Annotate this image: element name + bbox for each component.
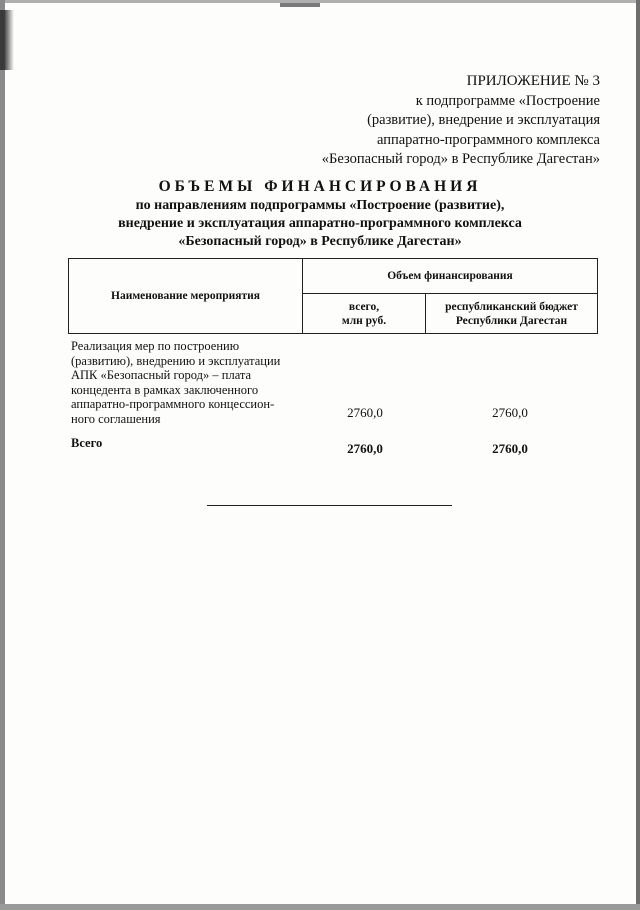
closing-rule: [207, 505, 452, 506]
scan-shadow-mark-top: [280, 3, 320, 7]
row-name-line: (развитию), внедрению и эксплуатации: [71, 353, 281, 368]
scan-edge-bottom: [0, 904, 640, 910]
appendix-line: «Безопасный город» в Республике Дагестан»: [321, 151, 600, 167]
scan-edge-top: [0, 0, 640, 3]
appendix-line: (развитие), внедрение и эксплуатация: [367, 112, 600, 128]
table-border: [597, 258, 598, 334]
column-header-name-text: Наименование мероприятия: [111, 289, 260, 302]
row-name-line: АПК «Безопасный город» – плата: [71, 368, 252, 383]
column-header-budget: [426, 294, 597, 333]
row-name-line: Реализация мер по построению: [71, 339, 240, 353]
appendix-line: к подпрограмме «Построение: [415, 92, 600, 109]
table-row-budget-value: 2760,0: [492, 405, 528, 420]
column-header-volume: [303, 258, 597, 293]
table-sum-label: Всего: [71, 436, 103, 450]
column-header-total-line: млн руб.: [341, 314, 387, 327]
financing-table-header: [68, 258, 598, 334]
column-header-budget-line: республиканский бюджет: [445, 300, 578, 313]
table-sum-total-value: 2760,0: [347, 441, 383, 456]
appendix-title: ПРИЛОЖЕНИЕ № 3: [466, 73, 600, 89]
appendix-line: аппаратно-программного комплекса: [376, 131, 600, 148]
scan-edge-left: [0, 0, 5, 910]
scan-shadow-mark: [0, 10, 14, 70]
column-header-total: [303, 294, 425, 333]
document-subtitle-line: «Безопасный город» в Республике Дагестан»: [178, 234, 462, 249]
table-border: [68, 333, 598, 334]
row-name-line: ного соглашения: [71, 411, 161, 426]
table-sum-budget-value: 2760,0: [492, 441, 528, 456]
row-name-line: концедента в рамках заключенного: [71, 382, 259, 397]
document-title: ОБЪЕМЫ ФИНАНСИРОВАНИЯ: [158, 178, 482, 195]
scan-edge-right: [636, 0, 640, 910]
row-name-line: аппаратно-программного концессион-: [71, 397, 275, 412]
document-heading: [60, 177, 580, 251]
table-row-total-value: 2760,0: [347, 405, 383, 420]
document-subtitle-line: по направлениям подпрограммы «Построение (развитие),: [135, 198, 505, 213]
document-subtitle-line: внедрение и эксплуатация аппаратно-программного комплекса: [118, 216, 522, 231]
column-header-name: [69, 258, 302, 333]
appendix-block: [280, 72, 600, 170]
column-header-volume-text: Объем финансирования: [387, 269, 513, 282]
column-header-total-line: всего,: [348, 300, 380, 313]
column-header-budget-line: Республики Дагестан: [455, 314, 568, 327]
table-row-name: [71, 339, 299, 427]
